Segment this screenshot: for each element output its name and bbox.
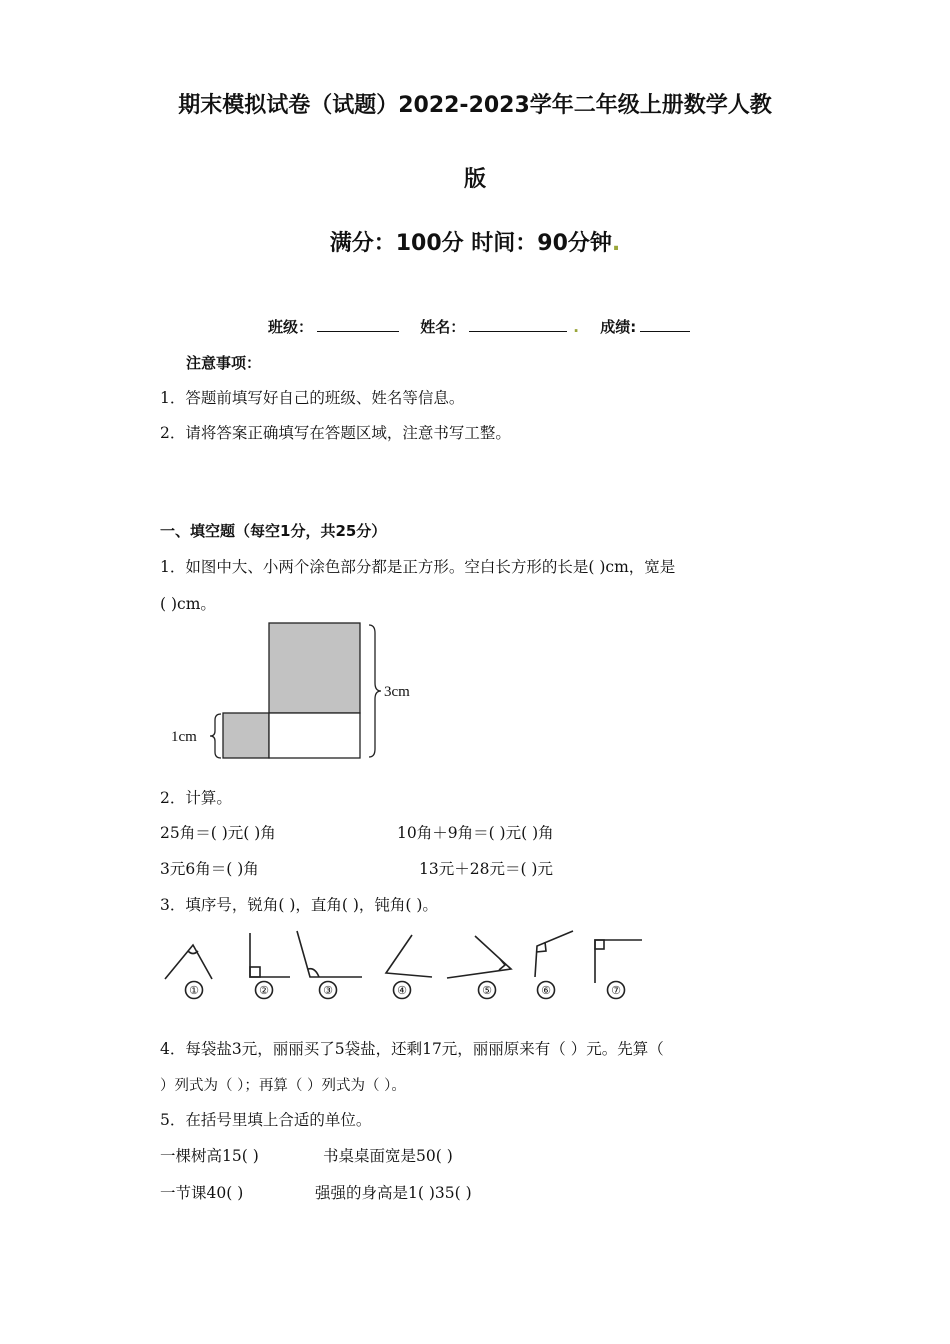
angle-label: ⑦ [611,985,621,997]
angle-1 [165,945,212,979]
question-5-item: 一节课40( ) [160,1184,244,1202]
question-2-item: 13元＋28元＝( )元 [419,860,553,878]
name-label: 姓名： [420,318,466,336]
right-brace [369,625,381,757]
question-2-title: 2．计算。 [160,789,232,807]
squares-figure [165,615,435,770]
label-3cm: 3cm [384,684,410,700]
angle-6 [535,931,573,977]
small-square [223,713,269,758]
question-1-text: 1．如图中大、小两个涂色部分都是正方形。空白长方形的长是( )cm，宽是 [160,558,676,576]
question-5-item: 书桌桌面宽是50( ) [323,1147,453,1165]
question-4-text: 4．每袋盐3元，丽丽买了5袋盐，还剩17元，丽丽原来有（ ）元。先算（ [160,1040,664,1058]
page-title-continued: 版 [463,167,486,192]
question-5-item: 一棵树高15( ) [160,1147,259,1165]
page-title: 期末模拟试卷（试题）2022-2023学年二年级上册数学人教 [178,93,772,118]
angles-figure [155,925,655,1007]
question-2-item: 10角＋9角＝( )元( )角 [397,824,554,842]
note-item: 1．答题前填写好自己的班级、姓名等信息。 [160,389,465,407]
angle-2 [250,933,290,977]
question-5-title: 5．在括号里填上合适的单位。 [160,1111,372,1129]
question-2-item: 3元6角＝( )角 [160,860,259,878]
big-square [269,623,360,713]
angle-label: ③ [323,985,333,997]
angle-label: ② [259,985,269,997]
angle-7 [595,940,642,983]
angle-label: ① [189,985,199,997]
grade-label: 成绩: [600,318,637,336]
grade-blank[interactable] [640,317,690,332]
blank-rectangle [269,713,360,758]
question-3-text: 3．填序号，锐角( )，直角( )，钝角( )。 [160,896,438,914]
left-brace [210,714,221,758]
angle-label: ⑥ [541,985,551,997]
angle-3 [297,931,362,977]
question-1-text-continued: ( )cm。 [160,595,216,613]
notes-title: 注意事项： [186,354,262,372]
name-blank[interactable] [469,317,567,332]
class-blank[interactable] [317,317,399,332]
student-info-line: 班级： 姓名： . 成绩: [268,316,690,337]
score-time-line: 满分：100分 时间：90分钟. [329,231,621,256]
class-label: 班级： [268,318,314,336]
angle-4 [386,935,432,977]
angle-label: ④ [397,985,407,997]
angle-label: ⑤ [482,985,492,997]
question-4-text-continued: ）列式为（ ）；再算（ ）列式为（ ）。 [160,1078,406,1094]
angle-5 [447,936,511,978]
note-item: 2．请将答案正确填写在答题区域，注意书写工整。 [160,424,511,442]
question-5-item: 强强的身高是1( )35( ) [315,1184,472,1202]
label-1cm: 1cm [171,729,197,745]
section-heading: 一、填空题（每空1分，共25分） [160,522,387,540]
question-2-item: 25角＝( )元( )角 [160,824,276,842]
